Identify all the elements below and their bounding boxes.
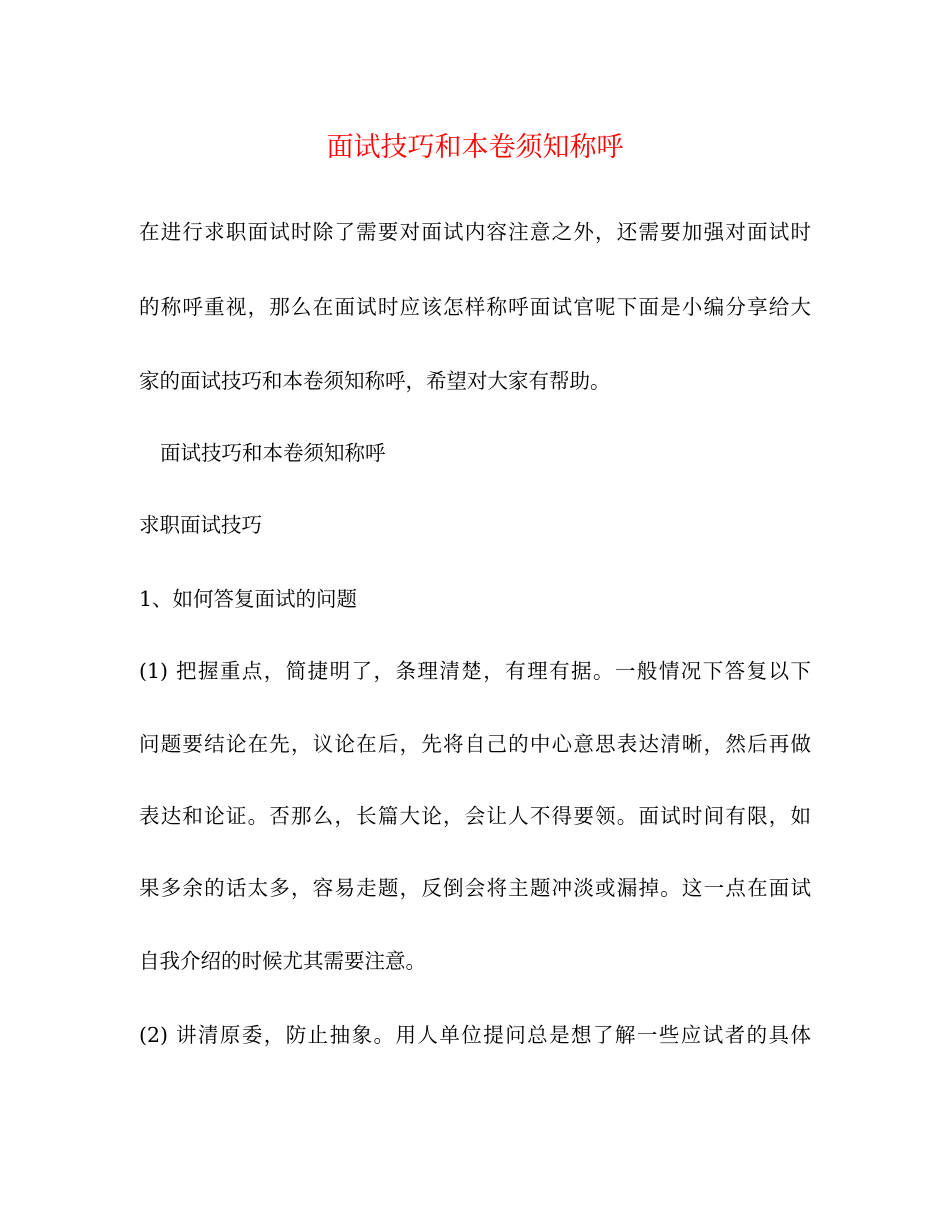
document-title: 面试技巧和本卷须知称呼 (326, 132, 624, 163)
paragraph-line: 自我介绍的时候尤其需要注意。 (139, 949, 426, 973)
paragraph-line: (2) 讲清原委，防止抽象。用人单位提问总是想了解一些应试者的具体 (139, 1023, 811, 1047)
paragraph-line: (1) 把握重点，简捷明了，条理清楚，有理有据。一般情况下答复以下 (139, 659, 811, 683)
paragraph-line: 家的面试技巧和本卷须知称呼，希望对大家有帮助。 (139, 369, 611, 393)
paragraph-line: 表达和论证。否那么，长篇大论，会让人不得要领。面试时间有限，如 (139, 804, 811, 828)
sub-heading: 求职面试技巧 (139, 513, 262, 537)
question-heading: 1、如何答复面试的问题 (139, 587, 358, 611)
paragraph-line: 的称呼重视，那么在面试时应该怎样称呼面试官呢下面是小编分享给大 (139, 295, 811, 319)
paragraph-line: 在进行求职面试时除了需要对面试内容注意之外，还需要加强对面试时 (139, 220, 811, 244)
paragraph-line: 问题要结论在先，议论在后，先将自己的中心意思表达清晰，然后再做 (139, 732, 811, 756)
section-heading: 面试技巧和本卷须知称呼 (160, 441, 386, 465)
paragraph-line: 果多余的话太多，容易走题，反倒会将主题冲淡或漏掉。这一点在面试 (139, 876, 811, 900)
